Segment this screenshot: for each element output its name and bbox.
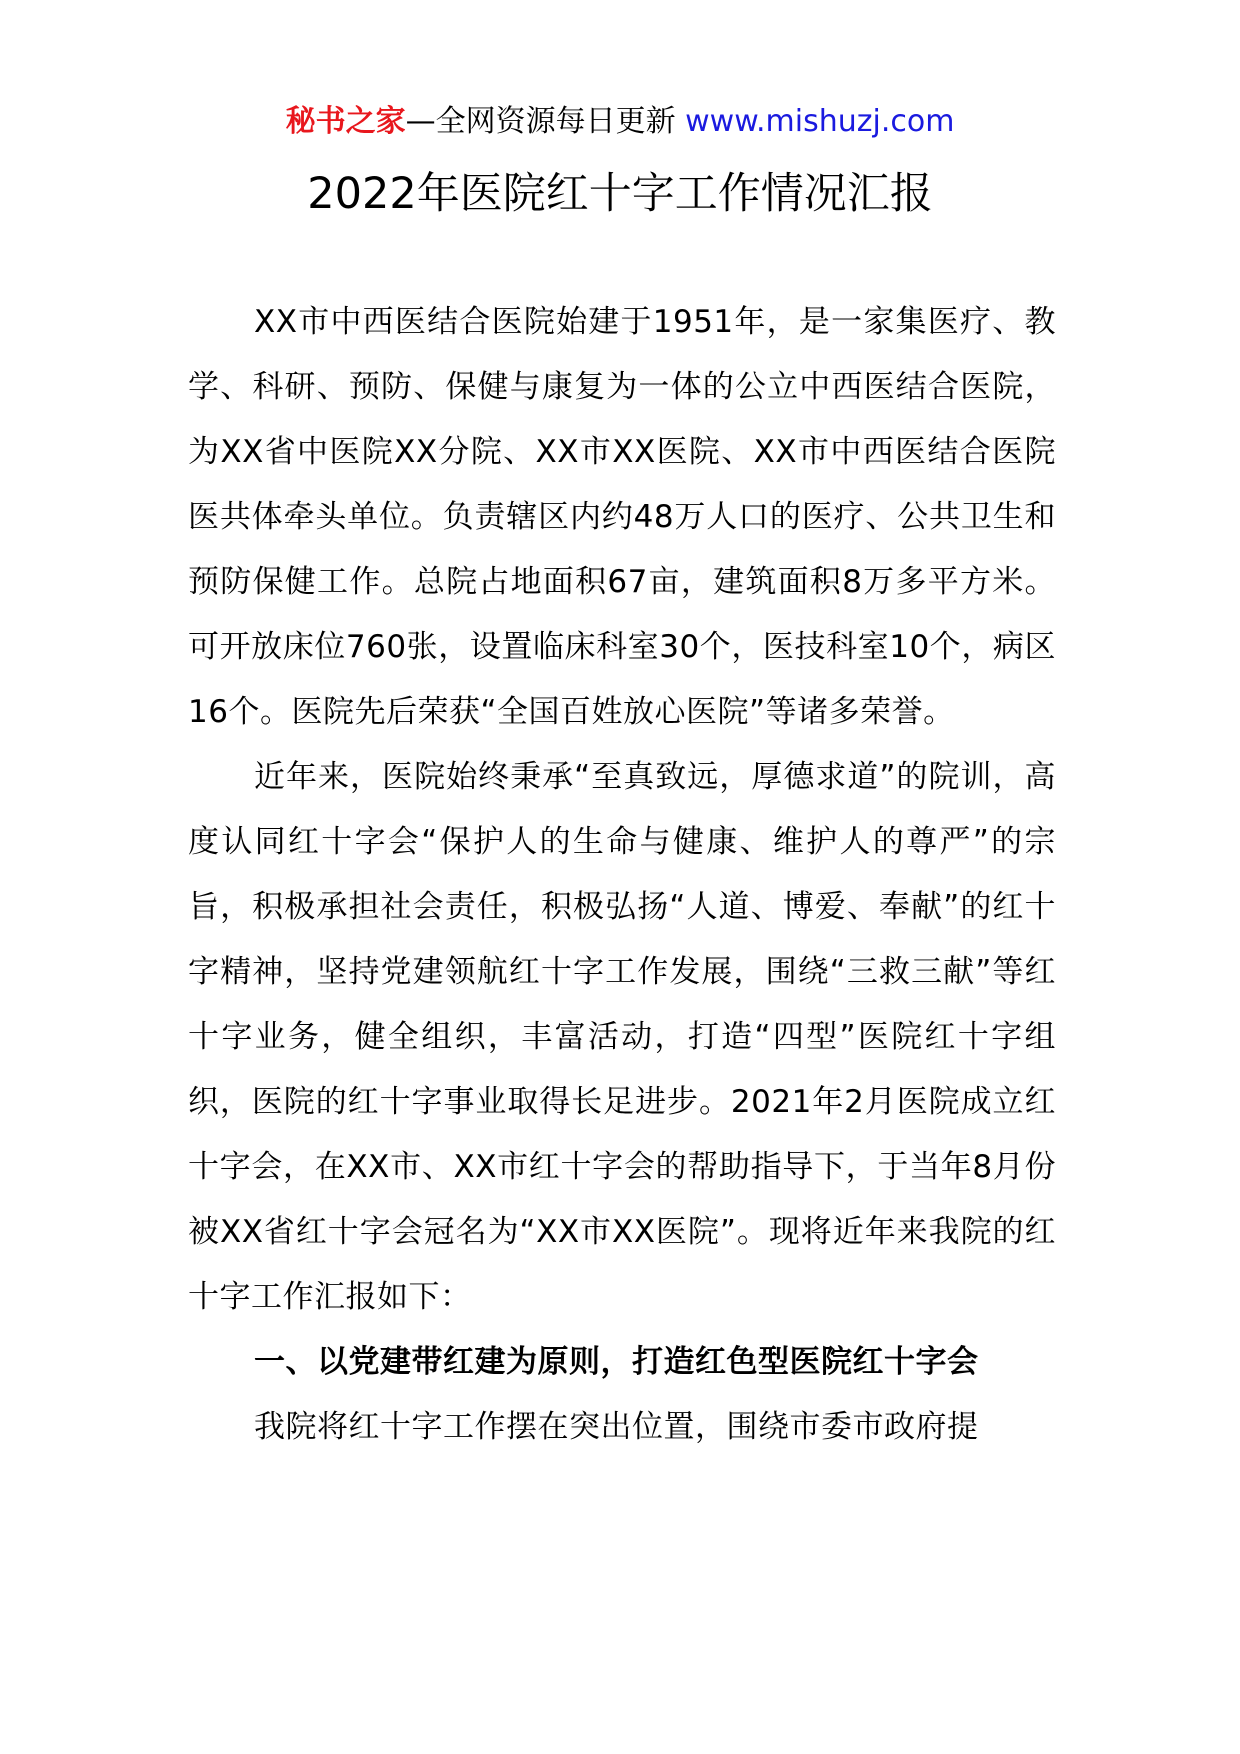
document-title: 2022年医院红十字工作情况汇报 bbox=[307, 169, 933, 219]
paragraph-hospital-intro: XX市中西医结合医院始建于1951年，是一家集医疗、教学、科研、预防、保健与康复为一体的公立中西医结合医院，为XX省中医院XX分院、XX市XX医院、XX市中西医结合医院医共体牵头单位。负责辖区内约48万人口的医疗、公共卫生和预防保健工作。总院占地面积67亩，建筑面积8万多平方米。可开放床位760张，设置临床科室30个，医技科室10个，病区16个。医院先后荣获“全国百姓放心医院”等诸多荣誉。 bbox=[188, 304, 1056, 730]
section-heading-1: 一、以党建带红建为原则，打造红色型医院红十字会 bbox=[254, 1344, 979, 1380]
header-tagline: —全网资源每日更新 bbox=[405, 104, 676, 139]
paragraph-red-cross-overview: 近年来，医院始终秉承“至真致远，厚德求道”的院训，高度认同红十字会“保护人的生命与健康、维护人的尊严”的宗旨，积极承担社会责任，积极弘扬“人道、博爱、奉献”的红十字精神，坚持党建领航红十字工作发展，围绕“三救三献”等红十字业务，健全组织，丰富活动，打造“四型”医院红十字组织，医院的红十字事业取得长足进步。2021年2月医院成立红十字会，在XX市、XX市红十字会的帮助指导下，于当年8月份被XX省红十字会冠名为“XX市XX医院”。现将近年来我院的红十字工作汇报如下： bbox=[188, 759, 1056, 1315]
site-url-link[interactable]: www.mishuzj.com bbox=[685, 104, 955, 139]
paragraph-section-1: 我院将红十字工作摆在突出位置，围绕市委市政府提 bbox=[254, 1409, 979, 1445]
document-body bbox=[188, 290, 1056, 1460]
brand-name: 秘书之家 bbox=[285, 104, 406, 139]
site-header bbox=[0, 100, 1240, 144]
